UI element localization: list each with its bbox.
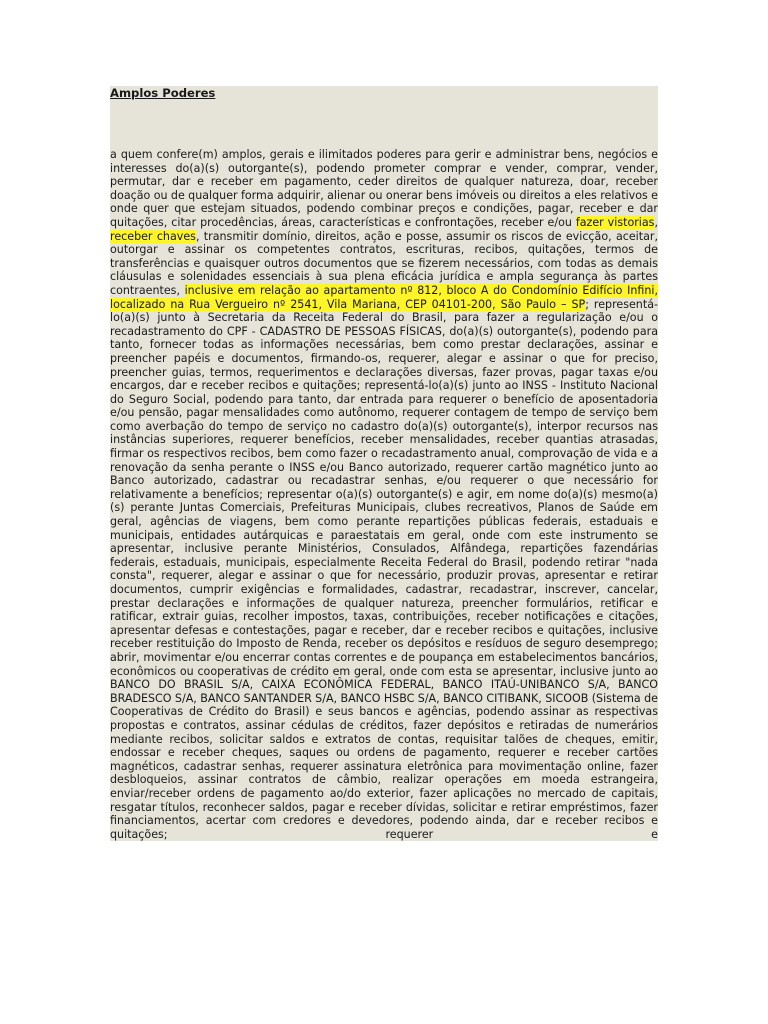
highlighted-text: inclusive em relação ao apartamento nº 812, bloco A do Condomínio Edifício Infini, localizado na Rua Vergueiro nº 2541, Vila Mariana, CEP 04101-200, São Paulo – SP xyxy=(110,283,659,311)
body-text: ; representá-lo(a)(s) junto à Secretaria da Receita Federal do Brasil, para fazer a regularização e/ou o recadastramento do CPF - CADASTRO DE PESSOAS FÍSICAS, do(a)(s) outorgante(s), podendo para tanto, fornecer todas as informações necessárias, bem como prestar declarações, assinar e preencher papéis e documentos, firmando-os, requerer, alegar e assinar o que for preciso, preencher guias, termos, requerimentos e declarações diversas, fazer provas, pagar taxas e/ou encargos, dar e receber recibos e quitações; representá-lo(a)(s) junto ao INSS - Instituto Nacional do Seguro Social, podendo para tanto, dar entrada para requerer o benefício de aposentadoria e/ou pensão, pagar mensalidades como autônomo, requerer contagem de tempo de serviço bem como averbação do tempo de serviço no cadastro do(a)(s) outorgante(s), interpor recursos nas instâncias superiores, requerer benefícios, receber mensalidades, receber quantias atrasadas, firmar os respectivos recibos, bem como fazer o recadastramento anual, comprovação de vida e a renovação da senha perante o INSS e/ou Banco autorizado, requerer cartão magnético junto ao Banco autorizado, cadastrar ou recadastrar senhas, e/ou requerer o que necessário for relativamente a benefícios; representar o(a)(s) outorgante(s) e agir, em nome do(a)(s) mesmo(a)(s) perante Juntas Comerciais, Prefeituras Municipais, clubes recreativos, Planos de Saúde em geral, agências de viagens, bem como perante repartições públicas federais, estaduais e municipais, entidades autárquicas e paraestatais em geral, onde com este instrumento se apresentar, inclusive perante Ministérios, Consulados, Alfândega, repartições fazendárias federais, estaduais, municipais, especialmente Receita Federal do Brasil, podendo retirar "nada consta", requerer, alegar e assinar o que for necessário, produzir provas, apresentar e retirar documentos, cumprir exigências e formalidades, cadastrar, recadastrar, inscrever, cancelar, prestar declarações e informações de qualquer natureza, preencher formulários, retificar e ratificar, extrair guias, recolher impostos, taxas, contribuições, receber notificações e citações, apresentar defesas e contestações, pagar e receber, dar e receber recibos e quitações, inclusive receber restituição do Imposto de Renda, receber os depósitos e resíduos de seguro desemprego; abrir, movimentar e/ou encerrar contas correntes e de poupança em estabelecimentos bancários, econômicos ou cooperativas de crédito em geral, onde com esta se apresentar, inclusive junto ao BANCO DO BRASIL S/A, CAIXA ECONÔMICA FEDERAL, BANCO ITAÚ-UNIBANCO S/A, BANCO BRADESCO S/A, BANCO SANTANDER S/A, BANCO HSBC S/A, BANCO CITIBANK, SICOOB (Sistema de Cooperativas de Crédito do Brasil) e seus bancos e agências, podendo assinar as respectivas propostas e contratos, assinar cédulas de créditos, fazer depósitos e retiradas de numerários mediante recibos, solicitar saldos e extratos de contas, requisitar talões de cheques, emitir, endossar e receber cheques, saques ou ordens de pagamento, requerer e receber cartões magnéticos, cadastrar senhas, requerer assinatura eletrônica para movimentação online, fazer desbloqueios, assinar contratos de câmbio, realizar operações em moeda estrangeira, enviar/receber ordens de pagamento ao/do exterior, fazer aplicações no mercado de capitais, resgatar títulos, reconhecer saldos, pagar e receber dívidas, solicitar e retirar empréstimos, fazer financiamentos, acertar com credores e devedores, podendo ainda, dar e receber recibos e quitações; requerer e xyxy=(110,297,658,841)
body-text: a quem confere(m) amplos, gerais e ilimitados poderes para gerir e administrar bens, negócios e interesses do(a)(s) outorgante(s), podendo prometer comprar e vender, comprar, vender, permutar, dar e receber em pagamento, ceder direitos de qualquer natureza, doar, receber doação ou de qualquer forma adquirir, alienar ou onerar bens imóveis ou direitos a eles relativos e onde quer que estejam situados, podendo combinar preços e condições, pagar, receber e dar quitações, citar procedências, áreas, características e confrontações, receber e/ou xyxy=(110,148,658,229)
title-row xyxy=(110,86,658,148)
document-title: Amplos Poderes xyxy=(110,86,216,100)
body-text: , transmitir domínio, direitos, ação e posse, assumir os riscos de evicção, aceitar, outorgar e assinar os competentes contratos, escrituras, recibos, quitações, termos de transferências e quaisquer outros documentos que se fizerem necessários, com todas as demais cláusulas e solenidades essenciais à sua plena eficácia jurídica e ampla segurança às partes contraentes, xyxy=(110,229,658,297)
body-text: , xyxy=(654,215,658,229)
document-page xyxy=(110,86,658,841)
highlighted-text: fazer vistorias xyxy=(575,215,655,229)
highlighted-text: receber chaves xyxy=(110,229,196,243)
document-body xyxy=(110,148,658,841)
